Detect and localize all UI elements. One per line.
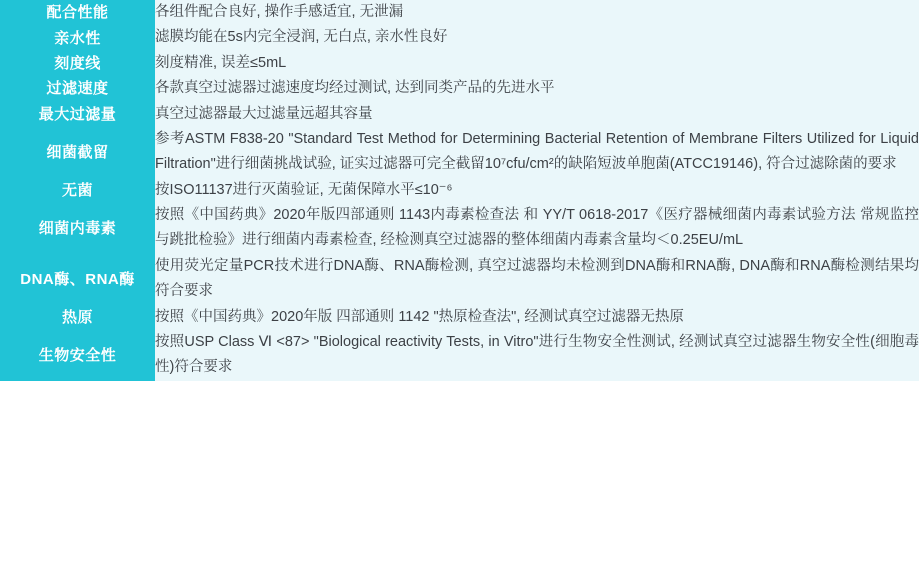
row-label: 无菌	[0, 178, 155, 203]
row-value	[155, 76, 919, 101]
row-value	[155, 330, 919, 381]
row-value	[155, 254, 919, 305]
row-label: 细菌内毒素	[0, 203, 155, 254]
row-label: 过滤速度	[0, 76, 155, 101]
row-label: 细菌截留	[0, 127, 155, 178]
row-value-text: 刻度精准, 误差≤5mL	[155, 54, 287, 71]
row-value-text: 真空过滤器最大过滤量远超其容量	[155, 105, 373, 122]
row-value-text: 使用荧光定量PCR技术进行DNA酶、RNA酶检测, 真空过滤器均未检测到DNA酶和RNA酶, DNA酶和RNA酶检测结果均符合要求	[155, 257, 919, 300]
row-value	[155, 203, 919, 254]
row-label: 生物安全性	[0, 330, 155, 381]
table-row	[0, 305, 919, 330]
table-row	[0, 51, 919, 76]
row-value-text: 参考ASTM F838-20 "Standard Test Method for Determining Bacterial Retention of Membrane Filters Utilized for Liquid Filtration"进行细菌挑战试验, 证实过滤器可完全截留10⁷cfu/cm²的缺陷短波单胞菌(ATCC19146), 符合过滤除菌的要求	[155, 130, 919, 173]
row-value-text: 各组件配合良好, 操作手感适宜, 无泄漏	[155, 4, 404, 20]
row-value	[155, 51, 919, 76]
table-row	[0, 254, 919, 305]
row-label: 最大过滤量	[0, 102, 155, 127]
row-value-text: 按照USP Class Ⅵ <87> "Biological reactivity Tests, in Vitro"进行生物安全性测试, 经测试真空过滤器生物安全性(细胞毒性)符合要求	[155, 333, 919, 376]
table-row	[0, 203, 919, 254]
row-value	[155, 102, 919, 127]
row-value-text: 滤膜均能在5s内完全浸润, 无白点, 亲水性良好	[155, 29, 448, 46]
row-value	[155, 0, 919, 25]
row-value-text: 按照《中国药典》2020年版 四部通则 1142 "热原检查法", 经测试真空过滤器无热原	[155, 308, 684, 325]
row-value	[155, 25, 919, 50]
row-value-text: 按ISO11137进行灭菌验证, 无菌保障水平≤10⁻⁶	[155, 181, 453, 198]
row-label: 刻度线	[0, 51, 155, 76]
table-row	[0, 178, 919, 203]
table-row	[0, 0, 919, 25]
row-value-text: 各款真空过滤器过滤速度均经过测试, 达到同类产品的先进水平	[155, 80, 555, 97]
row-value	[155, 305, 919, 330]
row-label: 热原	[0, 305, 155, 330]
table-row	[0, 102, 919, 127]
row-label: 配合性能	[0, 0, 155, 25]
row-value	[155, 127, 919, 178]
table-row	[0, 330, 919, 381]
table-row	[0, 127, 919, 178]
table-row	[0, 25, 919, 50]
row-label: 亲水性	[0, 25, 155, 50]
row-value-text: 按照《中国药典》2020年版四部通则 1143内毒素检查法 和 YY/T 0618-2017《医疗器械细菌内毒素试验方法 常规监控与跳批检验》进行细菌内毒素检查, 经检测真空过滤器的整体细菌内毒素含量均＜0.25EU/mL	[155, 207, 919, 249]
row-value	[155, 178, 919, 203]
table-row	[0, 76, 919, 101]
row-label: DNA酶、RNA酶	[0, 254, 155, 305]
